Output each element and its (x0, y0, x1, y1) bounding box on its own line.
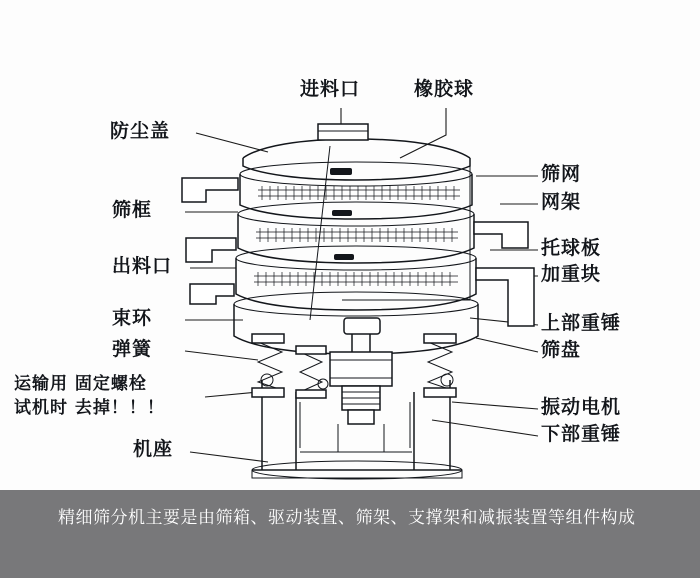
spring-front (296, 346, 326, 398)
label-ball-tray: 托球板 (541, 237, 602, 259)
label-base: 机座 (133, 438, 174, 460)
spring-right (424, 334, 456, 397)
label-transport-bolt-line1: 运输用 固定螺栓 (14, 374, 147, 394)
label-spring: 弹簧 (112, 338, 153, 360)
label-screen-mesh: 筛网 (541, 163, 582, 185)
label-feed-inlet: 进料口 (300, 78, 361, 100)
label-transport-bolt-line2: 试机时 去掉！！！ (14, 398, 165, 418)
spring-left (252, 334, 284, 397)
label-lower-weight: 下部重锤 (541, 423, 622, 445)
label-weight-block: 加重块 (541, 263, 602, 285)
label-screen-deck: 筛盘 (541, 339, 582, 361)
label-rubber-ball: 橡胶球 (414, 78, 475, 100)
label-clamp-ring: 束环 (112, 307, 153, 329)
label-upper-weight: 上部重锤 (541, 312, 622, 334)
label-screen-frame: 筛框 (112, 199, 153, 221)
label-dust-cover: 防尘盖 (110, 120, 171, 142)
label-mesh-frame: 网架 (541, 191, 582, 213)
label-discharge-outlet: 出料口 (112, 255, 173, 277)
machine-body (182, 124, 534, 479)
label-vibration-motor: 振动电机 (541, 396, 622, 418)
caption-bar (0, 490, 700, 578)
caption-text: 精细筛分机主要是由筛箱、驱动装置、筛架、支撑架和减振装置等组件构成 (58, 508, 636, 528)
